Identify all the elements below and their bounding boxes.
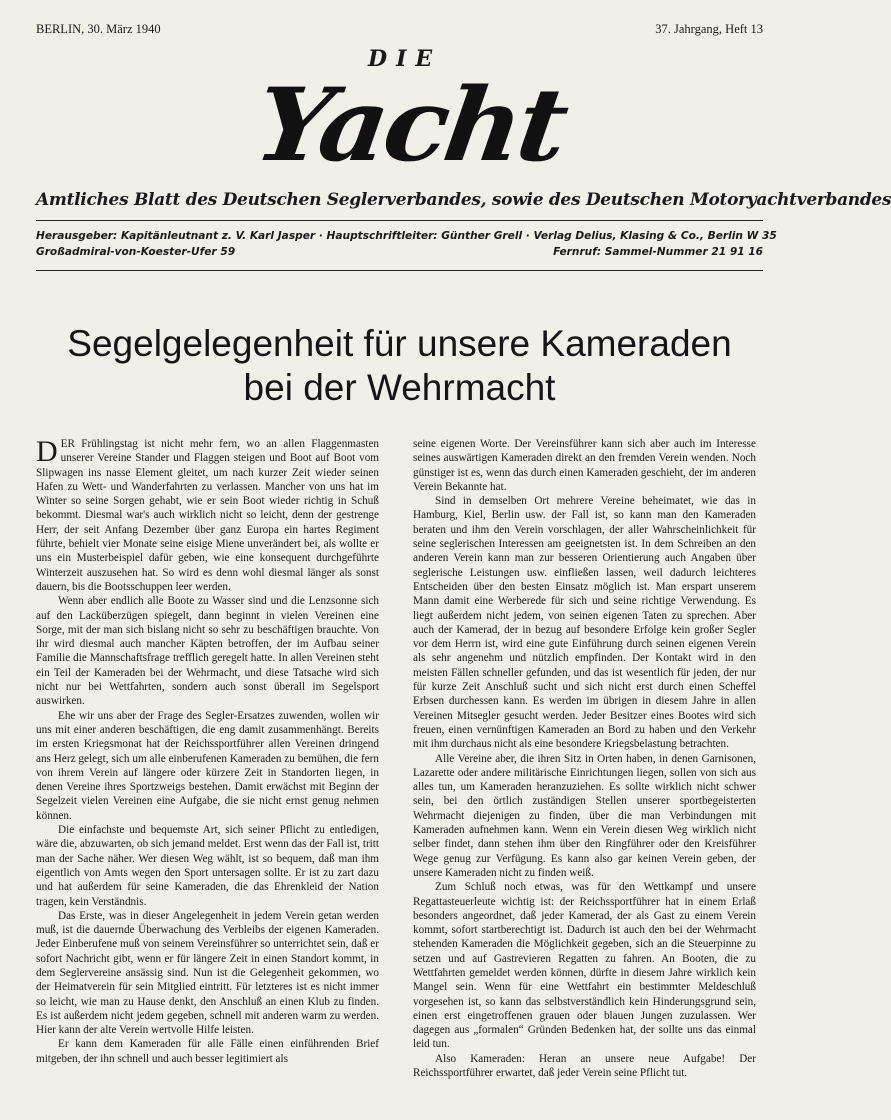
drop-cap: D: [36, 435, 58, 468]
paragraph: Also Kameraden: Heran an unsere neue Aufgabe! Der Reichssportführer erwartet, daß jeder Verein seine Pflicht tut.: [413, 1052, 756, 1080]
headline-line-2: bei der Wehrmacht: [243, 367, 556, 408]
paragraph: Die einfachste und bequemste Art, sich seiner Pflicht zu entledigen, wäre die, abzuwarten, ob sich jemand meldet. Erst wenn das der Fall ist, tritt man der Sache näher. Wer diesen Weg wählt, ist so bequem, daß man ihm eigentlich von Amts wegen den Sport untersagen sollte. Er ist zu zart dazu und hat außerdem für seine Kameraden, die das Ehrenkleid der Nation tragen, kein Verständnis.: [36, 824, 379, 908]
publisher-phone: Fernruf: Sammel-Nummer 21 91 16: [553, 246, 763, 258]
masthead: [0, 40, 799, 190]
article-headline: [36, 322, 763, 410]
masthead-subtitle: Amtliches Blatt des Deutschen Seglerverbandes, sowie des Deutschen Motoryachtverbandes: [36, 190, 891, 210]
paragraph: Ehe wir uns aber der Frage des Segler-Ersatzes zuwenden, wollen wir uns mit einer anderen beschäftigen, die eng damit zusammenhängt. Bereits im ersten Kriegsmonat hat der Reichssportführer allen Vereinen dringend ans Herz gelegt, sich um alle einberufenen Kameraden zu bemühen, die fern von ihrem Verein auf längere oder kürzere Zeit in Standorten liegen, in denen Vereine ihres Sportzweigs bestehen. Damit erwächst mit Beginn der Segelzeit vielen Vereinen eine Aufgabe, die sie nicht ernst genug nehmen können.: [36, 709, 379, 822]
divider-bottom: [36, 270, 763, 271]
masthead-title: Yacht: [248, 65, 572, 184]
paragraph: DER Frühlingstag ist nicht mehr fern, wo an allen Flaggenmasten unserer Vereine Stander und Flaggen steigen und Boot auf Boot vom Slipwagen ins nasse Element gleitet, um nach kurzer Zeit wieder seinen Hafen zu Wett- und Wanderfahrten zu verlassen. Mancher von uns hat im Winter so seine Sorgen gehabt, wie er sein Boot wieder richtig in Schuß bekommt. Diesmal war's auch wirklich nicht so leicht, denn der gestrenge Herr, der seit Anfang Dezember über ganz Europa ein hartes Regiment führte, behielt vier Monate seine eisige Miene unverändert bei, als wollte er uns ein Musterbeispiel dafür geben, wie eine konsequent durchgeführte Winterzeit auszusehen hat. So wird es denn wohl diesmal länger als sonst dauern, bis die Bootsschuppen leer werden.: [36, 435, 379, 593]
publisher-editors: Herausgeber: Kapitänleutnant z. V. Karl Jasper · Hauptschriftleiter: Günther Grell · Verlag Delius, Klasing & Co., Berlin W 35: [36, 230, 777, 242]
divider-top: [36, 220, 763, 221]
publisher-info: [36, 228, 777, 260]
paragraph: Zum Schluß noch etwas, was für den Wettkampf und unsere Regattasteuerleute wichtig ist: der Reichssportführer hat in einem Erlaß besonders angeordnet, daß jeder Kamerad, der als Gast zu einem Verein kommt, sofort startberechtigt ist. Dadurch ist auch den bei der Wehrmacht stehenden Kameraden die Möglichkeit gegeben, sich an die Steuerpinne zu setzen und auf Gastrevieren Regatten zu fahren. An Booten, die zu Wettfahrten gemeldet werden können, dürfte in diesem Jahre wirklich kein Mangel sein. Wenn für eine Wettfahrt ein bestimmter Meldeschluß vorgesehen ist, so kann das selbstverständlich kein Hinderungsgrund sein, einen erst eingetroffenen grauen oder blauen Jungen zuzulassen. Wer dagegen aus „formalen“ Gründen Bedenken hat, der sollte uns das einmal leid tun.: [413, 881, 756, 1051]
paragraph: Sind in demselben Ort mehrere Vereine beheimatet, wie das in Hamburg, Kiel, Berlin usw. der Fall ist, so kann man den Kameraden beraten und ihm den Verein vorschlagen, der aller Wahrscheinlichkeit für seine seglerischen Interessen am geeignetsten ist. In dem Schreiben an den anderen Verein kann man zur besseren Orientierung auch Angaben über seglerische Leistungen usw. einfließen lassen, weil dadurch leichteres Entscheiden über den besten Einsatz möglich ist. Man erspart unserem Mann damit eine Werberede für sich und seine richtige Verwendung. Es liegt außerdem nicht jedem, von seinen eigenen Taten zu sprechen. Aber auch der Kamerad, der in bezug auf besondere Erfolge kein großer Segler vor dem Herrn ist, wird eine gute Einführung durch seinen eigenen Verein als sehr angenehm und nützlich empfinden. Der Kontakt wird in den meisten Fällen schneller gefunden, und das ist wesentlich für jeden, der nur für kurze Zeit Anschluß sucht und sich nicht erst durch einen Scheffel Erbsen durchessen kann. Es werden im übrigen in diesem Jahre in allen Vereinen Mitsegler gesucht werden. Jeder Besitzer eines Bootes wird sich freuen, einen vernünftigen Kameraden an Bord zu haben und den Verkehr mit ihm durchaus nicht als eine besondere Kriegsbelastung betrachten.: [413, 495, 756, 751]
publisher-address: Großadmiral-von-Koester-Ufer 59: [36, 246, 236, 258]
article-column-2: [413, 437, 756, 1080]
paragraph: Alle Vereine aber, die ihren Sitz in Orten haben, in denen Garnisonen, Lazarette oder andere militärische Einrichtungen liegen, sollen von sich aus alles tun, um Kameraden heranzuziehen. Es sollte wirklich nicht schwer sein, bei den örtlich zuständigen Stellen unserer sportbegeisterten Wehrmacht diejenigen zu finden, über die man Verbindungen mit Kameraden aufnehmen kann. Wenn ein Verein diesen Weg wirklich nicht selber findet, dann stehen ihm über den Ringführer oder den Kreisführer Wege genug zur Verfügung. Es kann also gar keinen Verein geben, der unsere Kameraden nicht zu finden weiß.: [413, 752, 756, 879]
paragraph: Wenn aber endlich alle Boote zu Wasser sind und die Lenzsonne sich auf den Lacküberzügen spiegelt, dann beginnt in vielen Vereinen eine Sorge, mit der man sich bislang nicht so sehr zu beschäftigen brauchte. Von ihr wird diesmal auch mancher Käpten betroffen, der im Aufbau seiner Familie die Mannschaftsfrage trefflich geregelt hatte. In allen Vereinen steht ein Teil der Kameraden bei der Wehrmacht, und diese Tatsache wird sich nicht nur bei Wettfahrten, sondern auch sonst überall im Segelsport auswirken.: [36, 595, 379, 708]
issue-number: 37. Jahrgang, Heft 13: [655, 22, 763, 36]
place-date: BERLIN, 30. März 1940: [36, 22, 161, 36]
article-column-1: [36, 437, 379, 1066]
paragraph: seine eigenen Worte. Der Vereinsführer kann sich aber auch im Interesse seines auswärtigen Kameraden direkt an den fremden Verein wenden. Noch günstiger ist es, wenn das durch einen Kameraden geschieht, der im anderen Verein Bekannte hat.: [413, 438, 756, 493]
publisher-line-2: [36, 244, 763, 260]
masthead-die: DIE: [368, 46, 442, 72]
paragraph: Er kann dem Kameraden für alle Fälle einen einführenden Brief mitgeben, der ihn schnell und auch besser legitimiert als: [36, 1038, 379, 1065]
publisher-line-1: [36, 228, 777, 244]
paragraph: Das Erste, was in dieser Angelegenheit in jedem Verein getan werden muß, ist die dauernde Überwachung des Verbleibs der eigenen Kameraden. Jeder Einberufene muß von seinem Vereinsführer so unterrichtet sein, daß er sofort Nachricht gibt, wenn er für längere Zeit in einen Standort kommt, in dem Seglervereine ansässig sind. Nun ist die Gelegenheit gekommen, wo der Heimatverein für sein Mitglied eintritt. Für letzteres ist es nicht immer so leicht, wie man zu Hause denkt, den Anschluß an einen Klub zu finden. Es ist außerdem nicht jedem gegeben, schnell mit anderen warm zu werden. Hier kann der alte Verein wertvolle Hilfe leisten.: [36, 909, 379, 1037]
top-line: [36, 22, 763, 40]
headline-line-1: Segelgelegenheit für unsere Kameraden: [67, 323, 732, 364]
